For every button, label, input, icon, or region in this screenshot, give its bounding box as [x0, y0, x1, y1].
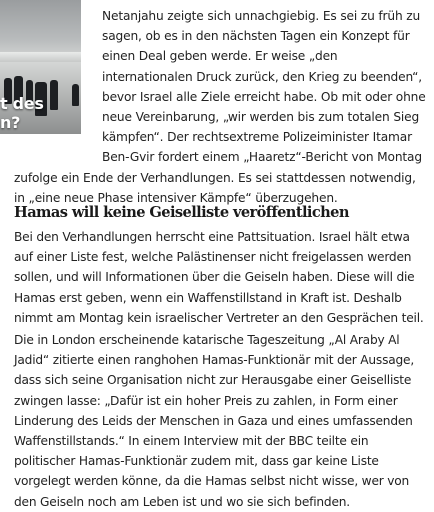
body-paragraph: Bei den Verhandlungen herrscht eine Pattsituation. Israel hält etwa auf einer Liste fest, welche Palästinenser nicht freigelassen werden sollen, und will Informationen über die Geiseln haben. Diese will die Hamas erst geben, wenn ein Waffenstillstand in Kraft ist. Deshalb nimmt am Montag kein israelischer Vertreter an den Gesprächen teil.: [14, 230, 424, 325]
image-caption-fragment: t des n?: [0, 94, 44, 132]
lead-paragraph: Netanjahu zeigte sich unnachgiebig. Es sei zu früh zu sagen, ob es in den nächsten Tagen ein Konzept für einen Deal geben werde. Er weise „den internationalen Druck zurück, den Krieg zu beenden“, bevor Israel alle Ziele erreicht habe. Ob mit oder ohne neue Vereinbarung, „wir werden bis zum totalen Sieg kämpfen“. Der rechtsextreme Polizeiminister Itamar Ben-Gvir fordert einem „Haaretz“-Bericht von Montag zufolge ein Ende der Verhandlungen. Es sei stattdessen notwendig, in „eine neue Phase intensiver Kämpfe“ überzugehen.: [14, 9, 426, 205]
body-paragraph: Die in London erscheinende katarische Tageszeitung „Al Araby Al Jadid“ zitierte einen ranghohen Hamas-Funktionär mit der Aussage, dass sich seine Organisation nicht zur Herausgabe einer Geiselliste zwingen lasse: „Dafür ist ein hoher Preis zu zahlen, in Form einer Linderung des Leids der Menschen in Gaza und eines umfassenden Waffenstillstands.“ In einem Interview mit der BBC teilte ein politischer Hamas-Funktionär zudem mit, dass gar keine Liste vorgelegt werden könne, da die Hamas selbst nicht wisse, wer von den Geiseln noch am Leben ist und wo sie sich befinden.: [14, 333, 414, 509]
section-heading: Hamas will keine Geiselliste veröffentlichen: [14, 204, 349, 221]
